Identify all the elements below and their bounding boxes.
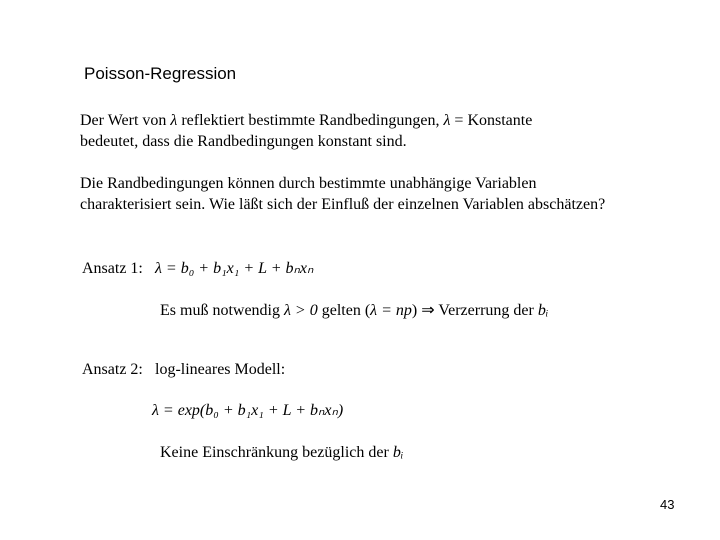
math-fragment: λ = np bbox=[370, 302, 412, 319]
ansatz-2-formula: λ = exp(b₀ + b₁x₁ + L + bₙxₙ) bbox=[152, 402, 344, 419]
ansatz-2-note bbox=[160, 442, 403, 464]
text-fragment: Keine Einschränkung bezüglich der bbox=[160, 444, 393, 461]
text-fragment: = Konstante bbox=[450, 112, 533, 129]
ansatz-1-note bbox=[160, 300, 548, 322]
math-fragment: bᵢ bbox=[392, 444, 404, 461]
text-fragment: gelten ( bbox=[317, 302, 371, 319]
text-fragment: reflektiert bestimmte Randbedingungen, bbox=[177, 112, 444, 129]
ansatz-2-label: Ansatz 2: bbox=[82, 361, 143, 378]
paragraph-1-line-2: bedeutet, dass die Randbedingungen konstant sind. bbox=[80, 133, 407, 150]
math-fragment: bᵢ bbox=[537, 302, 549, 319]
paragraph-2-line-1: Die Randbedingungen können durch bestimmte unabhängige Variablen bbox=[80, 175, 537, 192]
ansatz-1-formula: λ = b₀ + b₁x₁ + L + bₙxₙ bbox=[155, 260, 314, 277]
paragraph-2-line-2: charakterisiert sein. Wie läßt sich der Einfluß der einzelnen Variablen abschätzen? bbox=[80, 196, 606, 213]
paragraph-1-line-1 bbox=[80, 110, 532, 132]
lambda-symbol: λ bbox=[170, 112, 178, 129]
text-fragment: ) ⇒ Verzerrung der bbox=[411, 302, 538, 319]
text-fragment: Es muß notwendig bbox=[160, 302, 284, 319]
text-fragment: Der Wert von bbox=[80, 112, 171, 129]
page-number: 43 bbox=[660, 497, 675, 512]
math-fragment: λ > 0 bbox=[284, 302, 318, 319]
lambda-symbol: λ bbox=[443, 112, 451, 129]
slide-title: Poisson-Regression bbox=[84, 64, 237, 83]
ansatz-1-label: Ansatz 1: bbox=[82, 260, 143, 277]
ansatz-2-model: log-lineares Modell: bbox=[155, 361, 286, 378]
